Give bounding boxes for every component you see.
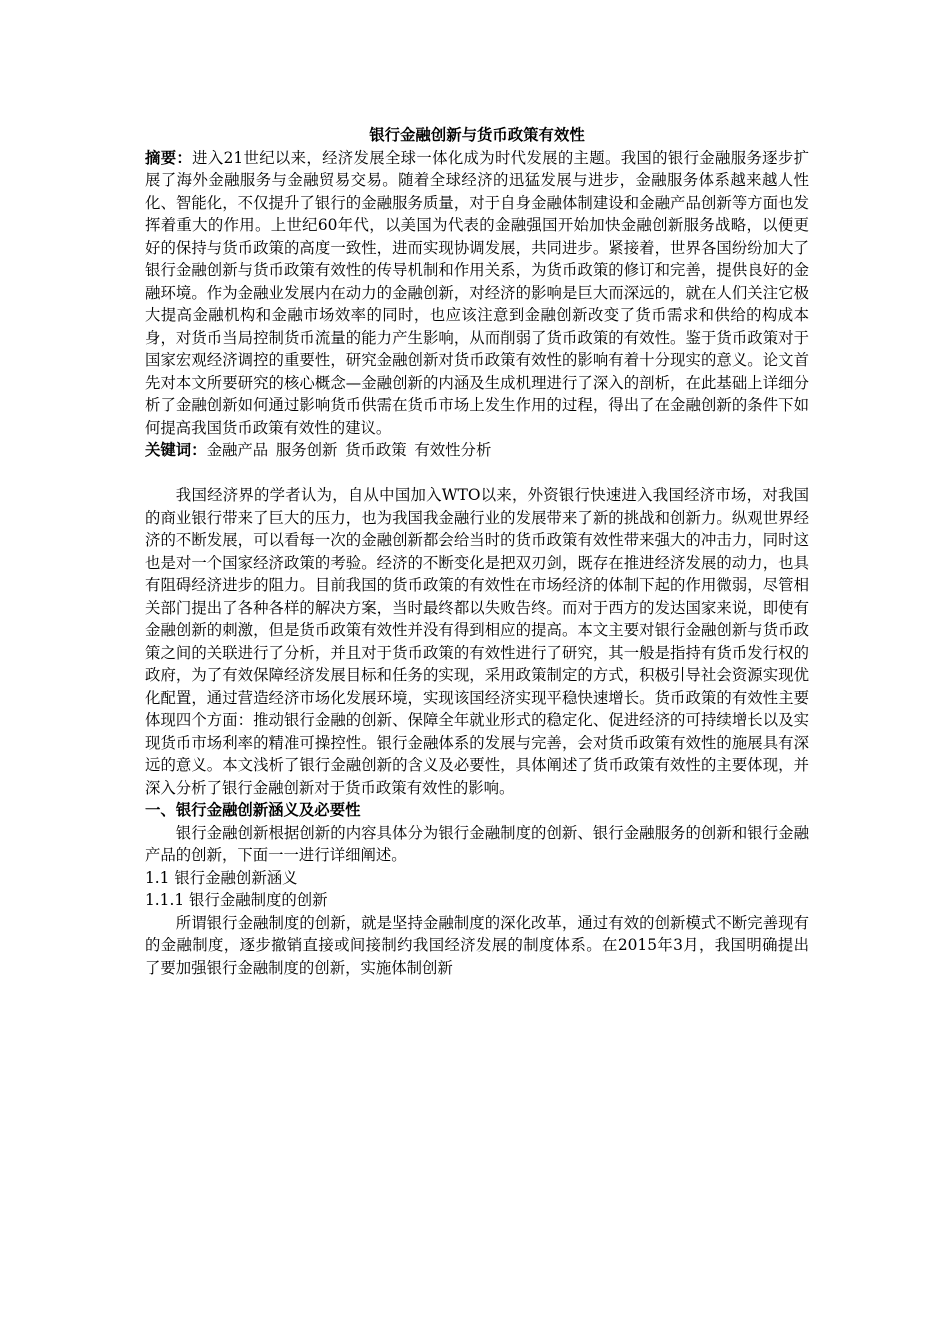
blank-line bbox=[145, 462, 809, 485]
section-paragraph: 银行金融创新根据创新的内容具体分为银行金融制度的创新、银行金融服务的创新和银行金融产品的创新，下面一一进行详细阐述。 bbox=[145, 823, 809, 864]
subsection-heading: 1.1 银行金融创新涵义 bbox=[145, 868, 298, 887]
document-title: 银行金融创新与货币政策有效性 bbox=[369, 126, 585, 144]
abstract-text: 进入21世纪以来，经济发展全球一体化成为时代发展的主题。我国的银行金融服务逐步扩展了海外金融服务与金融贸易交易。随着全球经济的迅猛发展与进步，金融服务体系越来越人性化、智能化，不仅提升了银行的金融服务质量，对于自身金融体制建设和金融产品创新等方面也发挥着重大的作用。上世纪60年代，以美国为代表的金融强国开始加快金融创新服务战略，以便更好的保持与货币政策的高度一致性，进而实现协调发展，共同进步。紧接着，世界各国纷纷加大了银行金融创新与货币政策有效性的传导机制和作用关系，为货币政策的修订和完善，提供良好的金融环境。作为金融业发展内在动力的金融创新，对经济的影响是巨大而深远的，就在人们关注它极大提高金融机构和金融市场效率的同时，也应该注意到金融创新改变了货币需求和供给的构成本身，对货币当局控制货币流量的能力产生影响，从而削弱了货币政策的有效性。鉴于货币政策对于国家宏观经济调控的重要性，研究金融创新对货币政策有效性的影响有着十分现实的意义。论文首先对本文所要研究的核心概念—金融创新的内涵及生成机理进行了深入的剖析，在此基础上详细分析了金融创新如何通过影响货币供需在货币市场上发生作用的过程，得出了在金融创新的条件下如何提高我国货币政策有效性的建议。 bbox=[145, 148, 809, 437]
keyword-item: 金融产品 bbox=[206, 441, 269, 459]
intro-paragraph: 我国经济界的学者认为，自从中国加入WTO以来，外资银行快速进入我国经济市场，对我国的商业银行带来了巨大的压力，也为我国我金融行业的发展带来了新的挑战和创新力。纵观世界经济的不断发展，可以看每一次的金融创新都会给当时的货币政策有效性带来强大的冲击力，同时这也是对一个国家经济政策的考验。经济的不断变化是把双刃剑，既存在推进经济发展的动力，也具有阻碍经济进步的阻力。目前我国的货币政策的有效性在市场经济的体制下起的作用微弱，尽管相关部门提出了各种各样的解决方案，当时最终都以失败告终。而对于西方的发达国家来说，即使有金融创新的刺激，但是货币政策有效性并没有得到相应的提高。本文主要对银行金融创新与货币政策之间的关联进行了分析，并且对于货币政策的有效性进行了研究，其一般是指持有货币发行权的政府，为了有效保障经济发展目标和任务的实现，采用政策制定的方式，积极引导社会资源实现优化配置，通过营造经济市场化发展环境，实现该国经济实现平稳快速增长。货币政策的有效性主要体现四个方面：推动银行金融的创新、保障全年就业形式的稳定化、促进经济的可持续增长以及实现货币市场利率的精准可操控性。银行金融体系的发展与完善，会对货币政策有效性的施展具有深远的意义。本文浅析了银行金融创新的含义及必要性，具体阐述了货币政策有效性的主要体现，并深入分析了银行金融创新对于货币政策有效性的影响。 bbox=[145, 486, 809, 797]
keyword-item: 服务创新 bbox=[275, 441, 338, 459]
abstract-label: 摘要： bbox=[145, 148, 193, 167]
subsection-paragraph: 所谓银行金融制度的创新，就是坚持金融制度的深化改革，通过有效的创新模式不断完善现有的金融制度，逐步撤销直接或间接制约我国经济发展的制度体系。在2015年3月，我国明确提出了要加强银行金融制度的创新，实施体制创新 bbox=[145, 913, 809, 977]
subsubsection-heading: 1.1.1 银行金融制度的创新 bbox=[145, 891, 328, 909]
abstract-paragraph bbox=[145, 147, 809, 440]
keyword-item: 有效性分析 bbox=[414, 441, 492, 459]
document-page bbox=[145, 124, 809, 979]
section-heading: 一、银行金融创新涵义及必要性 bbox=[145, 801, 361, 819]
keywords-label: 关键词： bbox=[145, 441, 207, 459]
keyword-item: 货币政策 bbox=[345, 441, 407, 459]
keywords-line bbox=[145, 439, 809, 462]
